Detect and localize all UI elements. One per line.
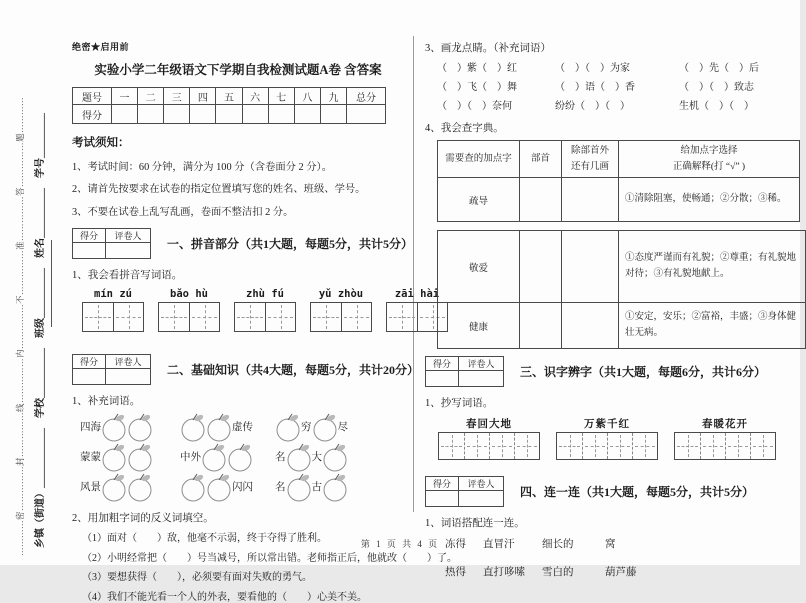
score-blank-cell	[190, 105, 216, 124]
fill-blank-line: （1）面对（ ）敌，他毫不示弱，终于夺得了胜利。	[82, 533, 327, 544]
apple-blank-icon	[286, 442, 312, 472]
writing-grid	[310, 302, 372, 332]
score-blank-cell	[216, 105, 242, 124]
grader-score-box	[425, 476, 504, 507]
dict-word: 健康	[438, 303, 520, 349]
dict-word: 敬爱	[438, 231, 520, 303]
copy-grid	[674, 432, 776, 460]
dict-header-cell	[562, 141, 619, 178]
apple-item	[80, 412, 180, 442]
dict-explanation: ①清除阻塞，使畅通；②分散；③稀。	[619, 178, 800, 222]
apple-row	[80, 472, 404, 502]
score-blank-cell	[294, 105, 320, 124]
dict-header-cell: 部首	[520, 141, 562, 178]
apple-item	[80, 442, 180, 472]
fill-blank-line: （2）小明经常把（ ）号当减号，所以常出错。老师指正后，他就改（ ）了。	[82, 552, 457, 564]
grader-name-label: 评卷人	[106, 354, 151, 368]
table-row	[73, 105, 386, 124]
writing-cell	[464, 433, 489, 459]
dict-header-cell	[619, 141, 800, 178]
writing-cell	[113, 303, 143, 331]
phrase-line	[425, 97, 793, 112]
apple-fill-grid	[72, 412, 404, 502]
dict-explanation: ①态度严谨而有礼貌；②尊重；有礼貌地对待；③有礼貌地献上。	[619, 231, 806, 303]
apple-item	[180, 412, 275, 442]
question-label: 2、用加粗字词的反义词填空。	[72, 512, 214, 524]
apple-item-text: 古	[311, 482, 322, 493]
match-word: 直打哆嗦	[483, 567, 525, 579]
apple-item-text: 穷	[301, 422, 312, 433]
question-label: 3、画龙点睛。（补充词语）	[425, 43, 551, 54]
phrase-blank: （ ）飞（ ）舞	[437, 82, 517, 93]
writing-cell	[675, 433, 700, 459]
phrase-blank: （ ）紫（ ）红	[437, 63, 517, 74]
score-header-cell: 一	[112, 88, 138, 105]
dict-blank-cell	[520, 231, 562, 303]
match-word: 雪白的	[542, 567, 574, 579]
fill-blank-line: （3）要想获得（ ），必须要有面对失败的勇气。	[82, 572, 312, 583]
apple-blank-icon	[127, 472, 153, 502]
grader-score-label: 得分	[426, 477, 459, 491]
page-title: 实验小学二年级语文下学期自我检测试题A卷 含答案	[94, 63, 382, 77]
writing-cell	[235, 303, 265, 331]
apple-blank-icon	[227, 442, 253, 472]
section2-heading: 二、基础知识（共4大题，每题5分，共计20分）	[167, 362, 420, 377]
grader-score-box	[72, 354, 151, 385]
pinyin-label: zhù fú	[246, 287, 284, 300]
writing-grid	[158, 302, 220, 332]
dict-blank-cell	[562, 303, 619, 349]
apple-blank-icon	[206, 412, 232, 442]
copy-words-row	[425, 416, 793, 460]
grader-score-box	[72, 228, 151, 259]
notice-heading: 考试须知：	[72, 137, 130, 149]
apple-item-text: 中外	[180, 452, 201, 463]
phrase-blank: （ ）（ ）为家	[555, 63, 630, 74]
dict-header-text: 给加点字选择	[680, 146, 738, 156]
section1-header-row	[72, 228, 414, 259]
match-word: 直冒汗	[483, 539, 515, 551]
apple-blank-icon	[180, 472, 206, 502]
seal-boundary-line	[51, 240, 52, 327]
copy-grid	[438, 432, 540, 460]
pinyin-group	[310, 288, 372, 332]
apple-item-text: 名	[275, 452, 286, 463]
apple-blank-icon	[101, 472, 127, 502]
table-row	[438, 231, 806, 303]
pinyin-label: bǎo hù	[170, 287, 208, 300]
match-word: 热得	[445, 567, 466, 579]
table-row	[438, 141, 800, 178]
dictionary-table	[437, 230, 806, 349]
section1-heading: 一、拼音部分（共1大题，每题5分，共计5分）	[167, 236, 414, 251]
apple-blank-icon	[206, 472, 232, 502]
writing-cell	[387, 303, 417, 331]
score-blank-cell	[164, 105, 190, 124]
writing-grid	[82, 302, 144, 332]
section2-header-row	[72, 354, 420, 385]
grader-name-label: 评卷人	[459, 357, 504, 371]
score-row-label: 得分	[73, 105, 112, 124]
writing-cell	[632, 433, 657, 459]
dict-word: 疏导	[438, 178, 520, 222]
apple-blank-icon	[275, 412, 301, 442]
writing-cell	[489, 433, 514, 459]
score-header-cell: 总分	[347, 88, 386, 105]
copy-word-label: 万紫千红	[584, 419, 630, 431]
apple-blank-icon	[180, 412, 206, 442]
writing-cell	[159, 303, 189, 331]
match-word: 窝	[605, 539, 616, 551]
copy-word-label: 春回大地	[466, 419, 512, 431]
pinyin-label: yǔ zhòu	[318, 287, 364, 300]
phrase-line	[425, 59, 793, 74]
copy-grid	[556, 432, 658, 460]
pinyin-group	[82, 288, 144, 332]
grader-blank-cell	[73, 242, 106, 258]
notice-item: 1、考试时间：60 分钟，满分为 100 分（含卷面分 2 分）。	[72, 161, 332, 173]
phrase-blank: （ ）（ ）致志	[679, 82, 754, 93]
match-row	[425, 564, 793, 579]
score-blank-cell	[268, 105, 294, 124]
dict-header-text: 正确解释(打 “√” )	[672, 162, 746, 173]
writing-cell	[607, 433, 632, 459]
dict-blank-cell	[562, 231, 619, 303]
notice-item: 2、请首先按要求在试卷的指定位置填写您的姓名、班级、学号。	[72, 184, 366, 195]
grader-score-box	[425, 356, 504, 387]
writing-cell	[557, 433, 582, 459]
grader-blank-cell	[73, 368, 106, 384]
writing-cell	[725, 433, 750, 459]
score-blank-cell	[320, 105, 346, 124]
apple-item-text: 蒙蒙	[80, 452, 101, 463]
apple-blank-icon	[127, 412, 153, 442]
phrase-blank: （ ）语（ ）香	[555, 82, 635, 93]
copy-group	[556, 416, 658, 460]
phrase-blank: 生机（ ）（ ）	[679, 101, 754, 112]
writing-cell	[439, 433, 464, 459]
apple-blank-icon	[312, 412, 338, 442]
score-header-cell: 三	[164, 88, 190, 105]
question-label: 1、我会看拼音写词语。	[72, 269, 183, 281]
section4-header-row	[425, 476, 793, 507]
score-blank-cell	[242, 105, 268, 124]
dict-blank-cell	[520, 303, 562, 349]
writing-cell	[700, 433, 725, 459]
grader-blank-cell	[426, 491, 459, 507]
pinyin-group	[234, 288, 296, 332]
copy-word-label: 春暖花开	[702, 419, 748, 431]
score-header-cell: 题号	[73, 88, 112, 105]
apple-item-text: 虚传	[232, 422, 253, 433]
dict-blank-cell	[520, 178, 562, 222]
score-header-cell: 四	[190, 88, 216, 105]
table-gap	[425, 222, 793, 230]
apple-item-text: 风景	[80, 482, 101, 493]
secret-label: 绝密★启用前	[72, 42, 130, 52]
match-word: 葫芦藤	[605, 567, 637, 579]
phrase-blank: （ ）先（ ）后	[679, 63, 759, 74]
phrase-blank: （ ）（ ）奈何	[437, 101, 512, 112]
grader-blank-cell	[459, 371, 504, 387]
phrase-line	[425, 78, 793, 93]
question-label: 4、我会查字典。	[425, 123, 504, 134]
dict-explanation: ①安定，安乐；②富裕，丰盛；③身体健壮无病。	[619, 303, 806, 349]
right-column	[425, 38, 797, 579]
score-header-cell: 七	[268, 88, 294, 105]
score-summary-table	[72, 87, 386, 124]
score-header-cell: 九	[320, 88, 346, 105]
apple-blank-icon	[322, 442, 348, 472]
score-blank-cell	[112, 105, 138, 124]
score-header-cell: 八	[294, 88, 320, 105]
apple-row	[80, 412, 404, 442]
writing-cell	[750, 433, 775, 459]
pinyin-label: zāi hài	[394, 287, 440, 300]
apple-item	[180, 442, 275, 472]
apple-item-text: 名	[275, 482, 286, 493]
question-label: 1、词语搭配连一连。	[425, 518, 525, 530]
grader-blank-cell	[106, 368, 151, 384]
copy-group	[438, 416, 540, 460]
apple-row	[80, 442, 404, 472]
apple-blank-icon	[322, 472, 348, 502]
grader-name-label: 评卷人	[106, 228, 151, 242]
writing-cell	[514, 433, 539, 459]
apple-blank-icon	[201, 442, 227, 472]
apple-item	[80, 472, 180, 502]
table-row	[438, 178, 800, 222]
apple-blank-icon	[286, 472, 312, 502]
score-blank-cell	[138, 105, 164, 124]
section3-header-row	[425, 356, 793, 387]
grader-score-label: 得分	[73, 228, 106, 242]
grader-score-label: 得分	[73, 354, 106, 368]
writing-cell	[83, 303, 113, 331]
pinyin-group	[158, 288, 220, 332]
apple-item-text: 大	[311, 452, 322, 463]
section3-heading: 三、识字辨字（共1大题，每题6分，共计6分）	[520, 365, 767, 380]
student-info-fields: 乡镇（街道）____________ 学校__________ 班级__________ 姓名__________ 学号_________	[35, 113, 46, 548]
writing-cell	[311, 303, 341, 331]
fill-blank-line: （4）我们不能光看一个人的外表，要看他的（ ）心美不美。	[82, 591, 367, 603]
writing-grid	[234, 302, 296, 332]
score-header-cell: 五	[216, 88, 242, 105]
apple-item	[275, 442, 348, 472]
notice-item: 3、不要在试卷上乱写乱画，卷面不整洁扣 2 分。	[72, 206, 294, 218]
question-label: 1、补充词语。	[72, 395, 141, 407]
score-blank-cell	[347, 105, 386, 124]
apple-item	[275, 472, 348, 502]
match-word: 冻得	[445, 539, 466, 551]
grader-score-label: 得分	[426, 357, 459, 371]
apple-blank-icon	[101, 412, 127, 442]
apple-item-text: 尽	[337, 422, 348, 433]
question-label: 1、抄写词语。	[425, 398, 494, 410]
match-word: 细长的	[542, 539, 574, 551]
dict-blank-cell	[562, 178, 619, 222]
pinyin-label: mín zú	[94, 287, 132, 300]
dict-header-text: 还有几画	[570, 162, 609, 173]
grader-blank-cell	[459, 491, 504, 507]
grader-blank-cell	[106, 242, 151, 258]
dict-header-cell: 需要查的加点字	[438, 141, 520, 178]
apple-item-text: 四海	[80, 422, 101, 433]
apple-item	[180, 472, 275, 502]
score-header-cell: 六	[242, 88, 268, 105]
score-header-cell: 二	[138, 88, 164, 105]
table-row	[438, 303, 806, 349]
grader-blank-cell	[426, 371, 459, 387]
column-divider	[413, 36, 414, 512]
writing-cell	[189, 303, 219, 331]
table-row	[73, 88, 386, 105]
copy-group	[674, 416, 776, 460]
writing-cell	[265, 303, 295, 331]
seal-line-text: …………密……………封……………线……………内……………不……………准……………答……………题…………	[15, 96, 25, 556]
pinyin-writing-row	[72, 287, 440, 332]
grader-name-label: 评卷人	[459, 477, 504, 491]
apple-blank-icon	[127, 442, 153, 472]
phrase-blank: 纷纷（ ）（ ）	[555, 101, 630, 112]
apple-blank-icon	[101, 442, 127, 472]
dictionary-table	[437, 140, 800, 222]
apple-item	[275, 412, 348, 442]
page-footer: 第 1 页 共 4 页	[360, 539, 440, 549]
apple-item-text: 闪闪	[232, 482, 253, 493]
dict-header-text: 除部首外	[570, 146, 609, 156]
writing-cell	[341, 303, 371, 331]
writing-cell	[582, 433, 607, 459]
section4-heading: 四、连一连（共1大题，每题5分，共计5分）	[520, 485, 755, 500]
